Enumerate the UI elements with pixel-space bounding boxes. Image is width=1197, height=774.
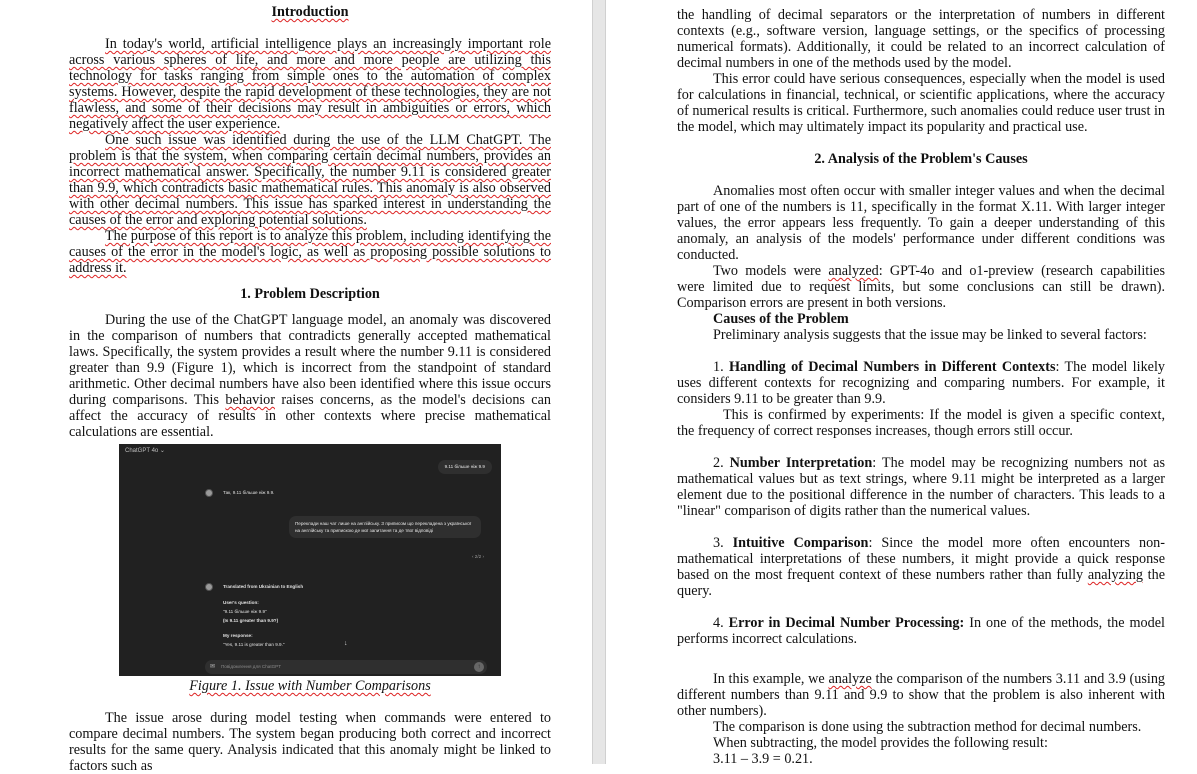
example-equation: 3.11 – 3.9 = 0.21. (713, 751, 813, 767)
document-page-right (606, 0, 1197, 767)
page-gap (592, 0, 606, 764)
left-page-text (69, 4, 551, 440)
users-question-label: User's question: (223, 600, 259, 605)
my-response-label: My response: (223, 633, 253, 638)
consequences-paragraph: This error could have serious consequences, especially when the model is used for calculations in financial, technical, or scientific applications, where the accuracy of numerical results is critical. Furthermore, such anomalies could reduce user trust in the model, which may ultimately impact its popularity and practical use. (677, 71, 1165, 135)
figure-1-chat-screenshot (119, 444, 501, 676)
causes-intro: Preliminary analysis suggests that the issue may be linked to several factors: (713, 327, 1147, 343)
assistant-avatar-icon (205, 583, 213, 591)
section-2-heading: 2. Analysis of the Problem's Causes (814, 151, 1028, 167)
attach-icon: ✉ (210, 664, 216, 670)
figure-caption: Figure 1. Issue with Number Comparisons (189, 678, 431, 694)
continuation-paragraph: the handling of decimal separators or the interpretation of numbers in different contexts (e.g., software version, language settings, or the specifics of processing numerical formats). Additionally, it could be related to an incorrect calculation of decimal numbers in one of the methods used by the model. (677, 7, 1165, 71)
response-pager: ‹ 2/2 › (472, 554, 484, 559)
section-1-heading: 1. Problem Description (240, 286, 380, 302)
cause-4: 4. Error in Decimal Number Processing: In one of the methods, the model performs incorrect calculations. (677, 615, 1165, 647)
intro-paragraph-3: The purpose of this report is to analyze this problem, including identifying the causes of the error in the model's logic, as well as proposing possible solutions to address it. (69, 228, 551, 276)
document-page-left (0, 0, 592, 774)
users-question-text: "9.11 більше ніж 9.9" (223, 609, 267, 614)
causes-subheading: Causes of the Problem (713, 311, 849, 327)
intro-paragraph-2: One such issue was identified during the use of the LLM ChatGPT. The problem is that the system, when comparing certain decimal numbers, provides an incorrect mathematical answer. Specifically, the number 9.11 is considered greater than 9.9, which contradicts basic mathematical rules. This anomaly is also observed with other decimal numbers. This issue has sparked interest in understanding the causes of the error and exploring potential solutions. (69, 132, 551, 228)
user-message-1: 9.11 більше ніж 9.9 (438, 460, 492, 474)
user-message-2: Переклади наш чат лише на англійську. З приписом що перекладена з української на англійську та припискою де мої запитання та де твої відповіді (289, 516, 481, 538)
cause-1-confirmation: This is confirmed by experiments: If the model is given a specific context, the frequency of correct responses increases, though errors still occur. (677, 407, 1165, 439)
cause-2: 2. Number Interpretation: The model may be recognizing numbers not as mathematical values but as text strings, where 9.11 might be interpreted as a larger element due to the positional difference in the number of characters. This leads to a "linear" comparison of digits rather than the numerical values. (677, 455, 1165, 519)
right-page-text (677, 7, 1165, 767)
cause-3: 3. Intuitive Comparison: Since the model more often encounters non-mathematical interpretations of these numbers, it might provide a quick response based on the most frequent context of these numbers rather than fully analyzing the query. (677, 535, 1165, 599)
chat-input-placeholder: Повідомлення для ChatGPT (221, 664, 282, 669)
my-response-text: "Yes, 9.11 is greater than 9.9." (223, 642, 285, 647)
problem-testing-paragraph: The issue arose during model testing when commands were entered to compare decimal numbers. The system began producing both correct and incorrect results for the same query. Analysis indicated that this anomaly might be linked to factors such as (69, 710, 551, 774)
left-page-text-bottom (69, 710, 551, 774)
intro-heading: Introduction (271, 4, 349, 20)
send-arrow-icon: ↑ (474, 662, 484, 672)
assistant-message-1: Так, 9.11 більше ніж 9.9. (223, 490, 275, 495)
anomalies-paragraph: Anomalies most often occur with smaller integer values and when the decimal part of one of the numbers is 11, specifically in the format X.11. With larger integer values, the error appears less frequently. To gain a deeper understanding of this anomaly, an analysis of the models' performance under different conditions was conducted. (677, 183, 1165, 263)
assistant-message-2-title: Translated from Ukrainian to English (223, 584, 304, 589)
chat-input-bar (205, 660, 487, 674)
scroll-down-arrow-icon: ↓ (344, 640, 348, 647)
example-line-2: When subtracting, the model provides the following result: (713, 735, 1048, 751)
model-selector-label: ChatGPT 4o ⌄ (125, 448, 165, 454)
example-line-1: The comparison is done using the subtraction method for decimal numbers. (713, 719, 1142, 735)
assistant-avatar-icon (205, 489, 213, 497)
intro-paragraph-1: In today's world, artificial intelligence plays an increasingly important role across various spheres of life, and more and more people are utilizing this technology for tasks ranging from simple ones to the automation of complex systems. However, despite the rapid development of these technologies, they are not flawless, and some of their decisions may result in ambiguities or errors, which negatively affect the user experience. (69, 36, 551, 132)
problem-description-paragraph: During the use of the ChatGPT language model, an anomaly was discovered in the comparison of numbers that contradicts generally accepted mathematical laws. Specifically, the system provides a result where the number 9.11 is considered greater than 9.9 (Figure 1), which is incorrect from the standpoint of standard arithmetic. Other decimal numbers have also been identified where this issue occurs during comparisons. This behavior raises concerns, as the model's decisions can affect the accuracy of results in other contexts where precise mathematical calculations are essential. (69, 312, 551, 440)
models-analyzed-paragraph: Two models were analyzed: GPT-4o and o1-preview (research capabilities were limited due to request limits, but some conclusions can still be drawn). Comparison errors are present in both versions. (677, 263, 1166, 311)
example-paragraph: In this example, we analyze the comparison of the numbers 3.11 and 3.9 (using different numbers than 9.11 and 9.9 to show that the problem is also inherent with other numbers). (677, 671, 1166, 719)
users-question-translation: (Is 9.11 greater than 9.9?) (223, 618, 279, 623)
cause-1: 1. Handling of Decimal Numbers in Different Contexts: The model likely uses different contexts for recognizing and comparing numbers. For example, it considers 9.11 to be greater than 9.9. (677, 359, 1165, 407)
